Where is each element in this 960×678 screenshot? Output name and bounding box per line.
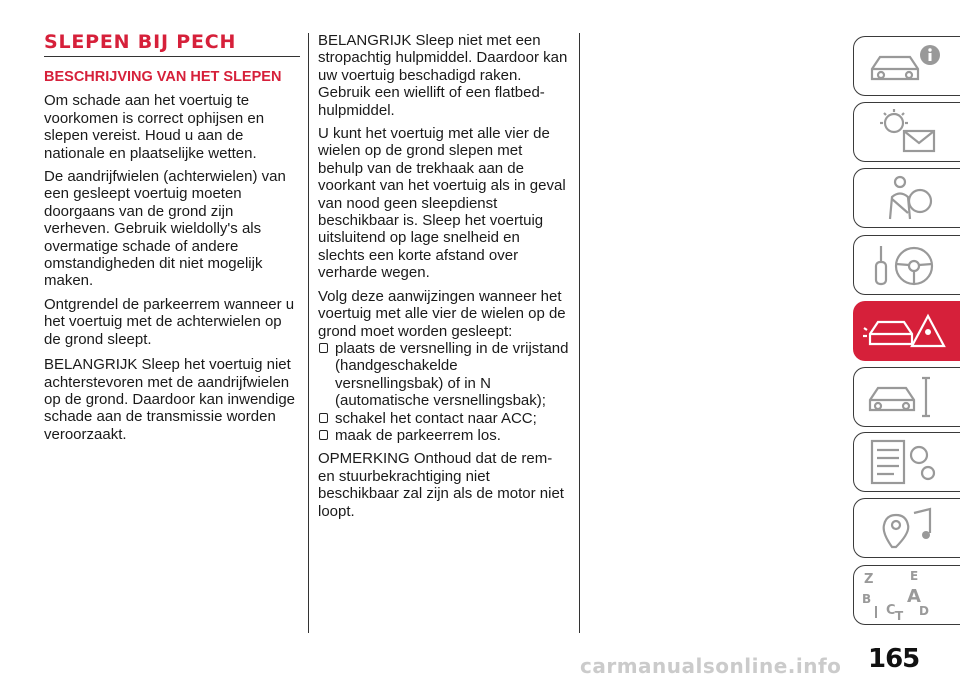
multimedia-icon [862, 503, 952, 553]
bullet-list [318, 340, 570, 444]
bullet-item [318, 410, 570, 427]
important-note: BELANGRIJK Sleep het voertuig niet achterstevoren met de aandrijfwielen op de grond. Daardoor kan inwendige schade aan de transmissie worden veroorzaakt. [44, 356, 296, 443]
tab-car-info[interactable] [853, 36, 960, 96]
important-note: BELANGRIJK Sleep niet met een stropachtig hulpmiddel. Daardoor kan uw voertuig beschadigd raken. Gebruik een wiellift of een flatbed-hulpmiddel. [318, 32, 568, 119]
left-column [44, 32, 300, 449]
index-letter: T [895, 609, 904, 620]
index-letter: C [886, 603, 896, 618]
column-divider [579, 33, 580, 633]
tab-multimedia[interactable] [853, 498, 960, 558]
car-breakdown-warning-icon [862, 306, 952, 356]
checkbox-bullet-icon [319, 413, 328, 423]
index-letter: D [919, 604, 929, 618]
section-title: SLEPEN BIJ PECH [44, 32, 300, 57]
tab-maintenance[interactable] [853, 367, 960, 427]
index-letter: A [907, 586, 921, 607]
index-letter: Z [864, 572, 874, 587]
tab-technical-data[interactable] [853, 432, 960, 492]
subheading: BESCHRIJVING VAN HET SLEPEN [44, 69, 282, 85]
paragraph: De aandrijfwielen (achterwielen) van een gesleept voertuig moeten doorgaans van de grond zijn verheven. Gebruik wieldolly's als overmatige schade of andere omstandigheden dit niet mogelijk maken. [44, 168, 286, 290]
car-maintenance-icon [862, 372, 952, 422]
tab-key-steering[interactable] [853, 235, 960, 295]
paragraph: U kunt het voertuig met alle vier de wielen op de grond slepen met behulp van de trekhaak aan de voorkant van het voertuig als in geval van nood geen sleepdienst beschikbaar is. Sleep het voertuig uitsluitend op lage snelheid en slechts een korte afstand over verharde wegen. [318, 125, 566, 282]
watermark: carmanualsonline.info [580, 654, 842, 678]
tab-breakdown[interactable] [853, 301, 960, 361]
bullet-text: maak de parkeerrem los. [335, 426, 501, 444]
car-info-icon [862, 41, 952, 91]
middle-column [318, 32, 570, 526]
index-letter: B [862, 592, 872, 606]
warning-lights-icon [862, 107, 952, 157]
alphabetical-index-icon [862, 570, 952, 620]
bullet-text: plaats de versnelling in de vrijstand (handgeschakelde versnellingsbak) of in N (automatische versnellingsbak); [335, 339, 569, 410]
seatbelt-airbag-icon [862, 173, 952, 223]
paragraph: Ontgrendel de parkeerrem wanneer u het voertuig met de achterwielen op de grond sleept. [44, 295, 295, 348]
page-number: 165 [868, 644, 920, 674]
technical-data-icon [862, 437, 952, 487]
tab-warning-lights[interactable] [853, 102, 960, 162]
paragraph: Volg deze aanwijzingen wanneer het voertuig met alle vier de wielen op de grond moet worden gesleept: [318, 287, 566, 340]
bullet-item [318, 340, 570, 410]
paragraph: Om schade aan het voertuig te voorkomen is correct ophijsen en slepen vereist. Houd u aan de nationale en plaatselijke wetten. [44, 92, 265, 162]
checkbox-bullet-icon [319, 343, 328, 353]
bullet-text: schakel het contact naar ACC; [335, 409, 537, 427]
column-divider [308, 33, 309, 633]
tab-alphabetical-index[interactable] [853, 565, 960, 625]
index-letter: E [910, 570, 919, 583]
checkbox-bullet-icon [319, 430, 328, 440]
note: OPMERKING Onthoud dat de rem- en stuurbekrachtiging niet beschikbaar zal zijn als de motor niet loopt. [318, 450, 564, 520]
bullet-item [318, 427, 570, 444]
key-steering-wheel-icon [862, 240, 952, 290]
tab-seatbelt-airbag[interactable] [853, 168, 960, 228]
